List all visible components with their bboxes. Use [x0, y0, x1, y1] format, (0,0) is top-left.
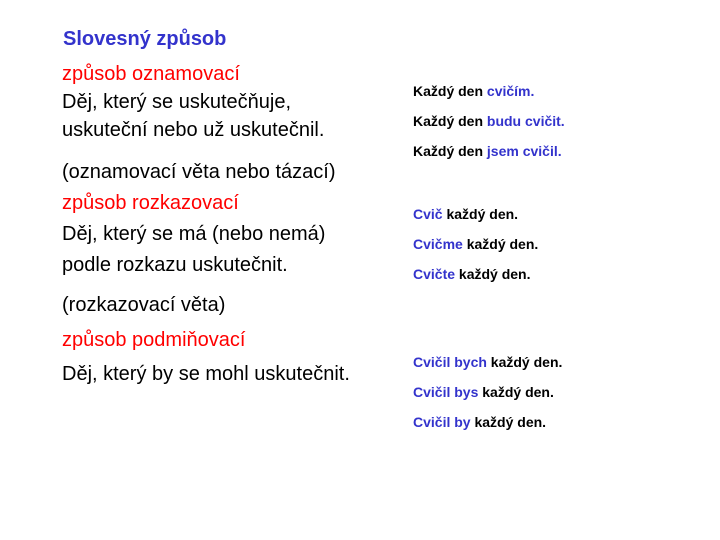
example-verb: jsem cvičil.	[486, 143, 562, 159]
example-indicative-1	[413, 82, 534, 100]
example-verb: budu cvičit.	[486, 113, 565, 129]
example-rest: každý den.	[442, 206, 519, 222]
mood-imperative-desc-line2: podle rozkazu uskutečnit.	[62, 254, 288, 276]
example-verb: Cvičme	[413, 236, 463, 252]
example-imperative-3	[413, 265, 531, 283]
example-conditional-3	[413, 413, 546, 431]
mood-indicative-note: (oznamovací věta nebo tázací)	[62, 161, 336, 183]
mood-conditional-name: způsob podmiňovací	[62, 329, 246, 351]
mood-imperative-name: způsob rozkazovací	[62, 192, 239, 214]
example-conditional-2	[413, 383, 554, 401]
example-rest: každý den.	[486, 354, 563, 370]
example-rest: každý den.	[455, 266, 531, 282]
example-indicative-3	[413, 142, 562, 160]
example-plain: Každý den	[413, 113, 487, 129]
example-verb: Cvič	[413, 206, 443, 222]
example-plain: Každý den	[413, 83, 487, 99]
example-verb: Cvičte	[413, 266, 456, 282]
mood-indicative-desc-line1: Děj, který se uskutečňuje,	[62, 91, 291, 113]
example-rest: každý den.	[470, 414, 547, 430]
example-verb: Cvičil by	[413, 414, 471, 430]
mood-conditional-desc: Děj, který by se mohl uskutečnit.	[62, 363, 350, 385]
example-indicative-2	[413, 112, 565, 130]
mood-indicative-name: způsob oznamovací	[62, 63, 240, 85]
page-title: Slovesný způsob	[63, 28, 227, 50]
example-rest: každý den.	[462, 236, 539, 252]
example-rest: každý den.	[478, 384, 554, 400]
example-conditional-1	[413, 353, 562, 371]
example-verb: cvičím.	[486, 83, 535, 99]
example-imperative-2	[413, 235, 538, 253]
mood-indicative-desc-line2: uskuteční nebo už uskutečnil.	[62, 119, 325, 141]
mood-imperative-desc-line1: Děj, který se má (nebo nemá)	[62, 223, 326, 245]
mood-imperative-note: (rozkazovací věta)	[62, 294, 226, 316]
example-imperative-1	[413, 205, 518, 223]
example-verb: Cvičil bych	[413, 354, 487, 370]
example-plain: Každý den	[413, 143, 487, 159]
example-verb: Cvičil bys	[413, 384, 479, 400]
